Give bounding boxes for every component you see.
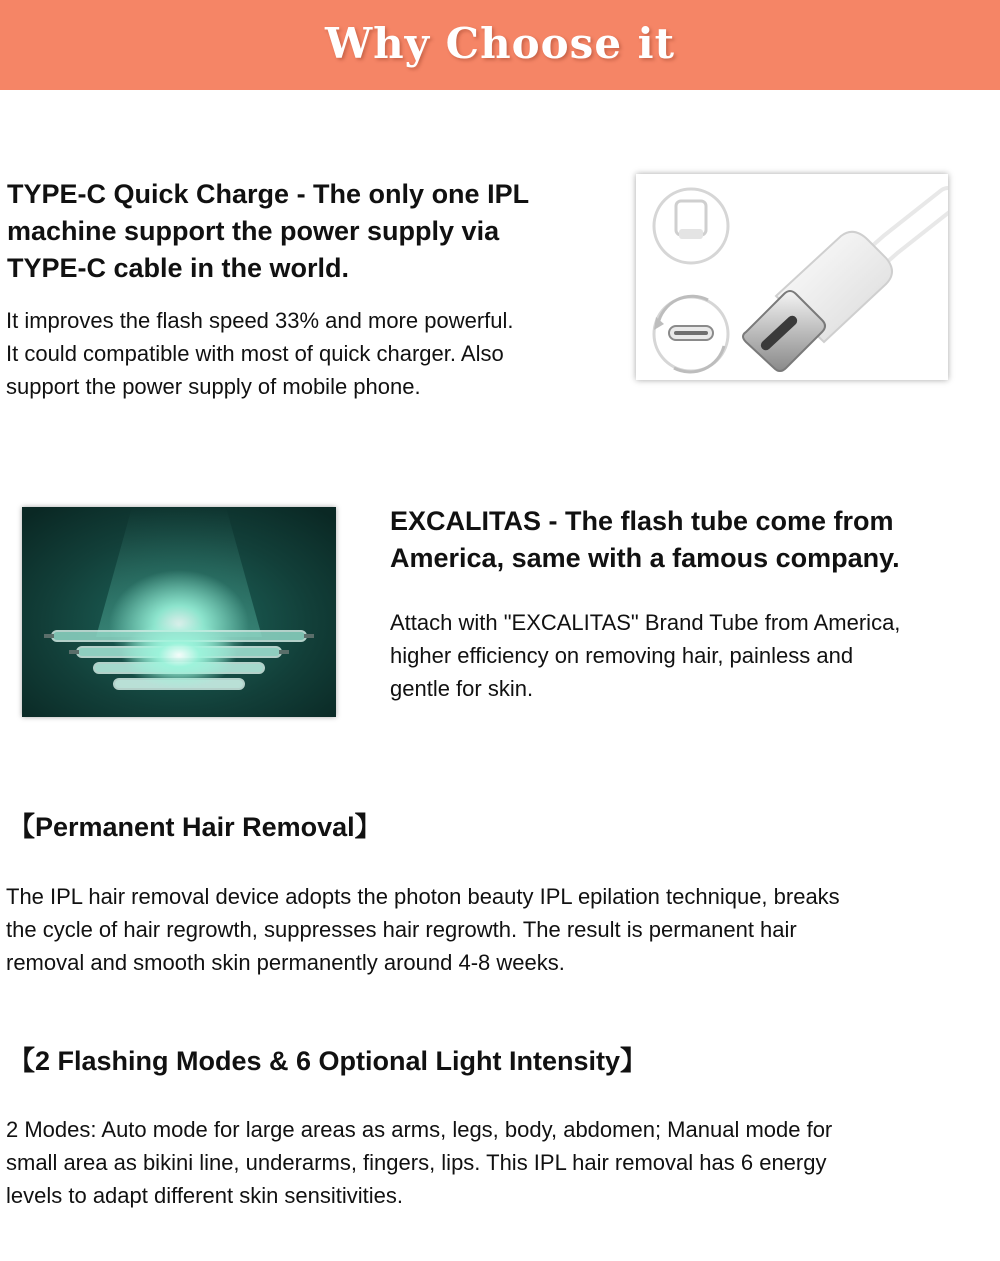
excalitas-description-line: Attach with "EXCALITAS" Brand Tube from America, <box>390 610 901 635</box>
excalitas-heading <box>390 503 995 577</box>
banner-title: Why Choose it <box>324 18 676 68</box>
typec-description <box>6 304 626 403</box>
excalitas-heading-line: EXCALITAS - The flash tube come from <box>390 506 894 536</box>
excalitas-description-line: higher efficiency on removing hair, painless and <box>390 643 854 668</box>
typec-heading <box>7 176 617 287</box>
excalitas-description-line: gentle for skin. <box>390 676 534 701</box>
header-banner <box>0 0 1000 90</box>
typec-description-line: It improves the flash speed 33% and more powerful. <box>6 308 514 333</box>
flashing-modes-title: 【2 Flashing Modes & 6 Optional Light Intensity】 <box>8 1046 648 1076</box>
typec-cable-image <box>636 174 948 380</box>
typec-heading-line: TYPE-C cable in the world. <box>7 253 350 283</box>
typec-heading-line: TYPE-C Quick Charge - The only one IPL <box>7 179 530 209</box>
permanent-description-line: removal and smooth skin permanently around 4-8 weeks. <box>6 950 565 975</box>
modes-description-line: levels to adapt different skin sensitivities. <box>6 1183 404 1208</box>
flash-tube-illustration <box>22 507 336 717</box>
typec-description-line: It could compatible with most of quick charger. Also <box>6 341 504 366</box>
permanent-description-line: the cycle of hair regrowth, suppresses hair regrowth. The result is permanent hair <box>6 917 797 942</box>
modes-description-line: 2 Modes: Auto mode for large areas as arms, legs, body, abdomen; Manual mode for <box>6 1117 833 1142</box>
excalitas-heading-line: America, same with a famous company. <box>390 543 900 573</box>
typec-description-line: support the power supply of mobile phone. <box>6 374 421 399</box>
permanent-description-line: The IPL hair removal device adopts the photon beauty IPL epilation technique, breaks <box>6 884 840 909</box>
typec-cable-illustration <box>636 174 948 380</box>
permanent-hair-removal-title: 【Permanent Hair Removal】 <box>8 812 382 842</box>
flashing-modes-description <box>6 1113 998 1212</box>
modes-description-line: small area as bikini line, underarms, fingers, lips. This IPL hair removal has 6 energy <box>6 1150 827 1175</box>
excalitas-description <box>390 606 998 705</box>
flash-tube-image <box>22 507 336 717</box>
permanent-hair-removal-description <box>6 880 998 979</box>
typec-heading-line: machine support the power supply via <box>7 216 500 246</box>
